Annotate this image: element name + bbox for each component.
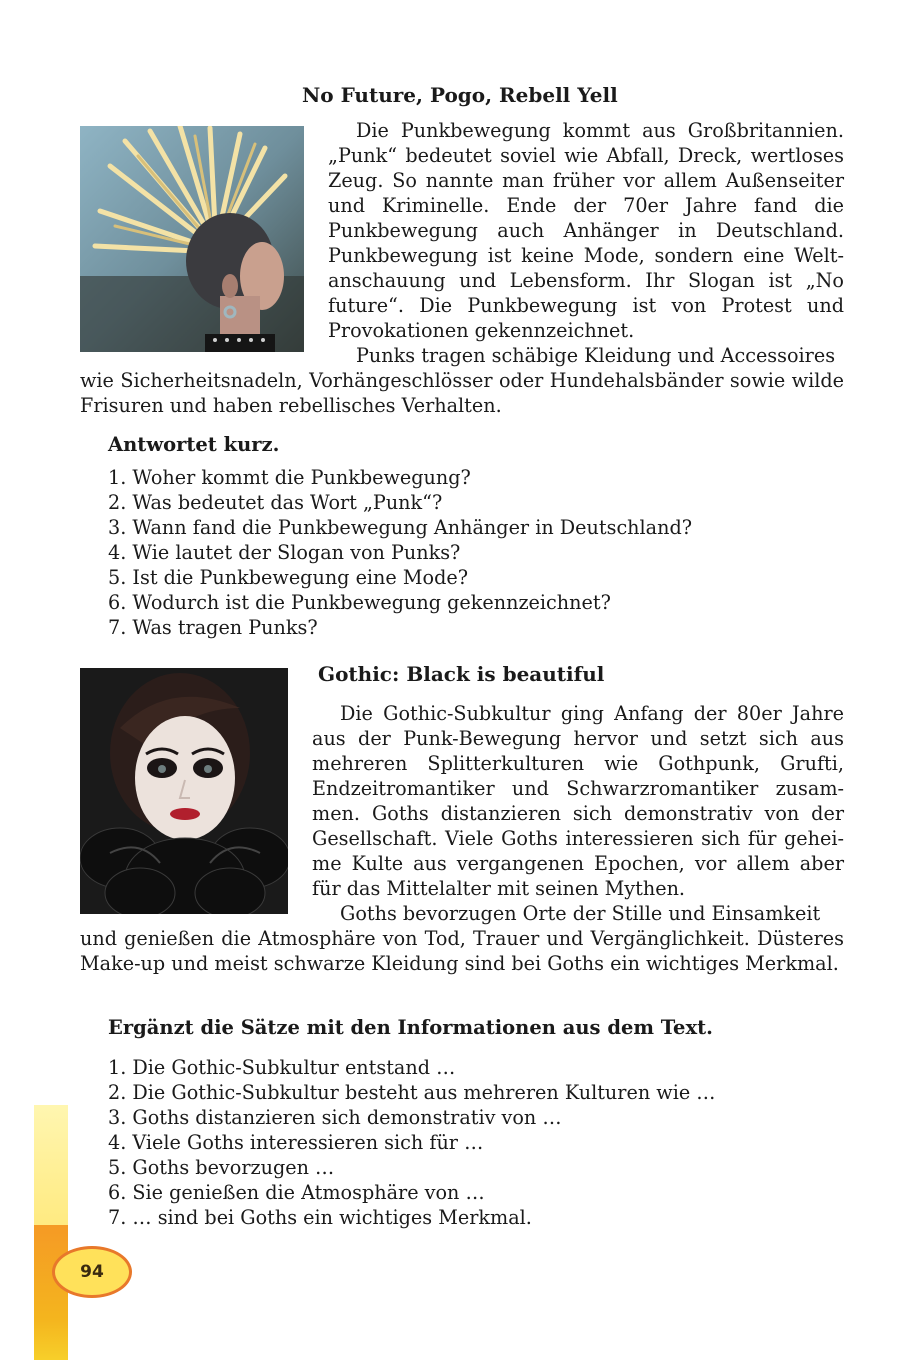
list-item: 1. Woher kommt die Punkbewegung? <box>108 466 471 489</box>
gothic-paragraph-2-lead: Goths bevorzugen Orte der Stille und Einsamkeit <box>340 902 821 925</box>
side-stripe-orange <box>34 1225 68 1360</box>
list-item: 3. Goths distanzieren sich demonstrativ von … <box>108 1106 562 1129</box>
list-item: 7. … sind bei Goths ein wichtiges Merkmal. <box>108 1206 532 1229</box>
list-item: 6. Wodurch ist die Punkbewegung gekennzeichnet? <box>108 591 611 614</box>
punk-paragraph-1: Die Punkbewegung kommt aus Großbritannien. „Punk“ bedeutet soviel wie Abfall, Dreck, wertloses Zeug. So nannte man früher vor allem Außenseiter und Kriminelle. Ende der 70er Jahre fand die Punkbewegung auch Anhänger in Deutschland. Punkbewegung ist keine Mode, sondern eine Weltanschauung und Lebensform. Ihr Slogan ist „No future“. Die Punkbewegung ist von Protest und Provokationen gekennzeichnet. <box>328 119 844 342</box>
gothic-section-title: Gothic: Black is beautiful <box>318 662 605 686</box>
list-item: 5. Goths bevorzugen … <box>108 1156 335 1179</box>
gothic-paragraph-1: Die Gothic-Subkultur ging Anfang der 80er Jahre aus der Punk-Bewegung hervor und setzt sich aus mehreren Splitterkulturen wie Gothpunk, Grufti, Endzeitromantiker und Schwarzromantiker zusammen. Goths distanzieren sich demonstrativ von der Gesellschaft. Viele Goths interessieren sich für geheime Kulte aus vergangenen Epochen, vor allem aber für das Mittelalter mit seinen Mythen. <box>312 702 844 900</box>
punk-mohawk-photo <box>80 126 304 352</box>
punk-question-list <box>108 465 692 640</box>
punk-paragraph-2-lead: Punks tragen schäbige Kleidung und Accessoires <box>356 344 836 367</box>
punk-paragraph-2-rest: wie Sicherheitsnadeln, Vorhängeschlösser oder Hundehalsbänder sowie wilde Frisuren und haben rebellisches Verhalten. <box>80 369 844 417</box>
list-item: 6. Sie genießen die Atmosphäre von … <box>108 1181 485 1204</box>
punk-task-title: Antwortet kurz. <box>108 433 280 456</box>
list-item: 4. Viele Goths interessieren sich für … <box>108 1131 484 1154</box>
list-item: 1. Die Gothic-Subkultur entstand … <box>108 1056 456 1079</box>
list-item: 3. Wann fand die Punkbewegung Anhänger in Deutschland? <box>108 516 693 539</box>
list-item: 2. Die Gothic-Subkultur besteht aus mehreren Kulturen wie … <box>108 1081 716 1104</box>
page-number-badge: 94 <box>52 1246 132 1298</box>
gothic-sentence-list <box>108 1055 715 1230</box>
list-item: 7. Was tragen Punks? <box>108 616 318 639</box>
list-item: 2. Was bedeutet das Wort „Punk“? <box>108 491 443 514</box>
gothic-task-title: Ergänzt die Sätze mit den Informationen aus dem Text. <box>108 1016 713 1039</box>
punk-section-title: No Future, Pogo, Rebell Yell <box>302 83 618 107</box>
gothic-woman-photo <box>80 668 288 914</box>
list-item: 4. Wie lautet der Slogan von Punks? <box>108 541 461 564</box>
gothic-paragraph-2-rest: und genießen die Atmosphäre von Tod, Trauer und Vergänglichkeit. Düsteres Make-up und meist schwarze Kleidung sind bei Goths ein wichtiges Merkmal. <box>80 927 844 975</box>
list-item: 5. Ist die Punkbewegung eine Mode? <box>108 566 468 589</box>
